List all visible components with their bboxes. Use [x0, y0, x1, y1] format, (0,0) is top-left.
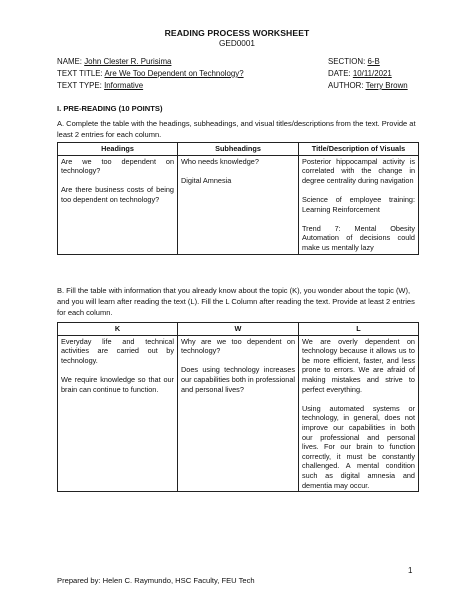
author-value: Terry Brown	[365, 81, 408, 90]
list-item: Are we too dependent on technology?	[61, 156, 174, 176]
name-label: NAME:	[57, 57, 85, 66]
list-item: We are overly dependent on technology because it allows us to be more efficient, faster, and less prone to errors. We are afraid of making mistakes and strive to perfect everything.	[302, 336, 415, 394]
table-row	[58, 155, 419, 254]
section-value: 6-B	[367, 57, 380, 66]
prepared-by-footer: Prepared by: Helen C. Raymundo, HSC Faculty, FEU Tech	[57, 576, 255, 585]
instruction-b: B. Fill the table with information that you already know about the topic (K), you wonder about the topic (W), and you will learn after reading the text (L). Fill the L Column after reading the text. Provide at least 2 entries for each column.	[57, 286, 415, 317]
headings-cell[interactable]	[58, 155, 178, 254]
text-title-value: Are We Too Dependent on Technology?	[104, 69, 244, 78]
list-item: Digital Amnesia	[181, 175, 232, 185]
list-item: Everyday life and technical activities are carried out by technology.	[61, 336, 174, 365]
list-item: Posterior hippocampal activity is correlated with the change in degree centrality during navigation	[302, 156, 415, 185]
subheadings-cell[interactable]	[178, 155, 299, 254]
text-type-label: TEXT TYPE:	[57, 81, 105, 90]
w-cell[interactable]	[178, 335, 299, 492]
name-value: John Clester R. Purisima	[84, 57, 172, 66]
instruction-a: A. Complete the table with the headings, subheadings, and visual titles/descriptions from the text. Provide at least 2 entries for each column.	[57, 119, 416, 139]
author-label: AUTHOR:	[328, 81, 366, 90]
course-code: GED0001	[219, 39, 255, 48]
col-header-headings: Headings	[58, 143, 178, 156]
meta-row-name	[57, 57, 415, 68]
list-item: Trend 7: Mental Obesity Automation of decisions could make us mentally lazy	[302, 223, 415, 252]
list-item: Why are we too dependent on technology?	[181, 336, 295, 356]
text-type-field	[57, 81, 143, 90]
list-item: Are there business costs of being too dependent on technology?	[61, 185, 174, 204]
list-item: Using automated systems or technology, in general, does not improve our capabilities in both our professional and personal lives. For our brain to function correctly, it must be constantly challenged. A mental condition such as digital amnesia and dementia may occur.	[302, 403, 415, 490]
meta-row-title	[57, 69, 415, 80]
date-value: 10/11/2021	[352, 69, 392, 78]
col-header-visuals: Title/Description of Visuals	[299, 143, 419, 156]
headings-table	[57, 142, 419, 255]
col-header-w: W	[178, 323, 299, 336]
visuals-cell[interactable]	[299, 155, 419, 254]
section-field	[328, 57, 380, 66]
text-title-field	[57, 69, 244, 78]
list-item: Who needs knowledge?	[181, 156, 259, 166]
k-cell[interactable]	[58, 335, 178, 492]
l-cell[interactable]	[299, 335, 419, 492]
date-field	[328, 69, 392, 78]
section-label: SECTION:	[328, 57, 368, 66]
date-label: DATE:	[328, 69, 353, 78]
table-row	[58, 335, 419, 492]
headings-table-header	[58, 143, 419, 156]
name-field	[57, 57, 171, 66]
meta-row-type	[57, 81, 415, 92]
page-number: 1	[408, 566, 413, 575]
col-header-k: K	[58, 323, 178, 336]
author-field	[328, 81, 408, 90]
text-title-label: TEXT TITLE:	[57, 69, 105, 78]
kwl-table-header	[58, 323, 419, 336]
worksheet-title: READING PROCESS WORKSHEET	[164, 28, 310, 38]
list-item: Science of employee training: Learning Reinforcement	[302, 194, 415, 214]
section-heading: I. PRE-READING (10 POINTS)	[57, 104, 163, 113]
kwl-table	[57, 322, 419, 492]
list-item: Does using technology increases our capabilities both in professional and personal lives?	[181, 365, 295, 394]
text-type-value: Informative	[104, 81, 144, 90]
list-item: We require knowledge so that our brain can continue to function.	[61, 374, 174, 394]
col-header-subheadings: Subheadings	[178, 143, 299, 156]
col-header-l: L	[299, 323, 419, 336]
